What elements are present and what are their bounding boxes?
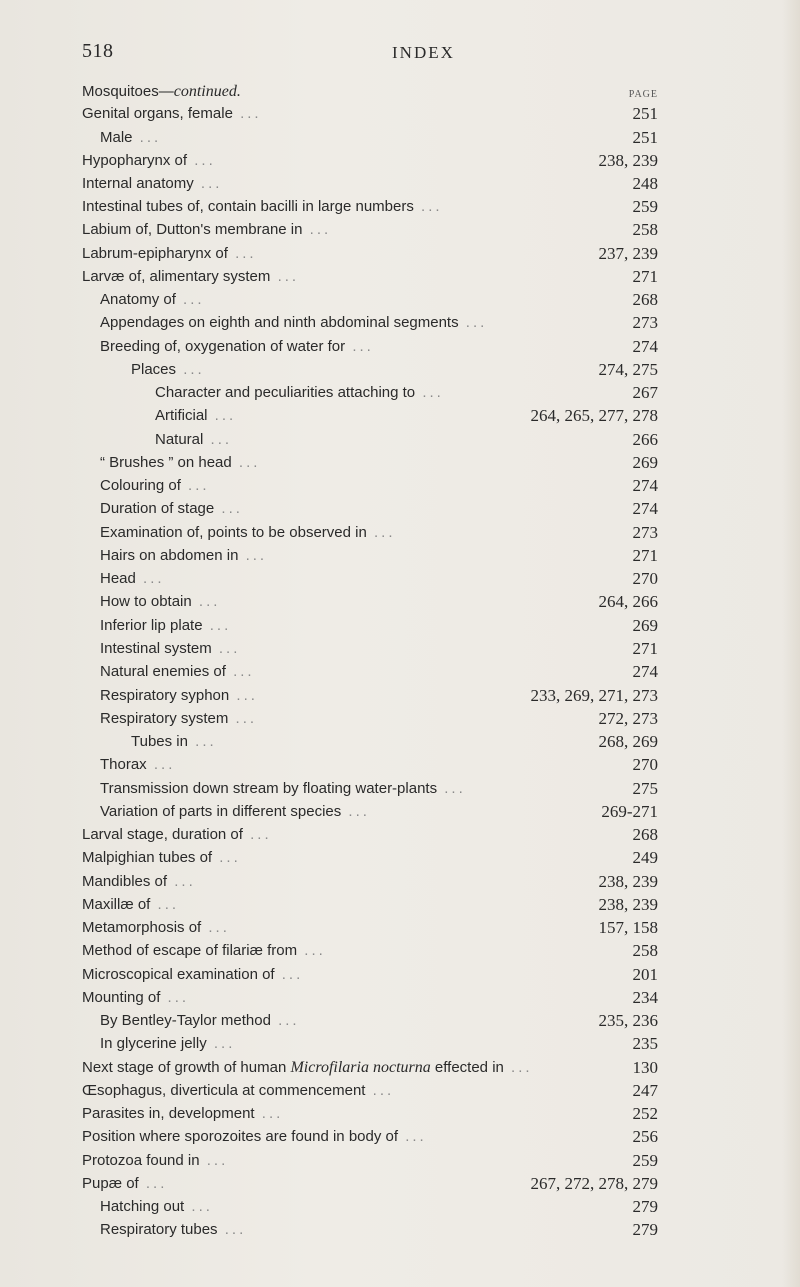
index-entry [0,452,800,474]
leader-dots: ... [150,895,180,913]
leader-dots: ... [199,1151,229,1169]
entry-pages: 233, 269, 271, 273 [530,685,658,705]
leader-dots: ... [341,802,370,820]
index-entry [0,1010,800,1032]
leader-dots: ... [184,1198,213,1215]
index-entry [0,847,800,869]
entry-label: Variation of parts in different species [100,802,342,820]
entry-text [82,1150,228,1172]
entry-text [100,289,205,311]
leader-dots: ... [206,1035,236,1053]
index-entry [0,638,800,660]
entry-label: Breeding of, oxygenation of water for [100,337,346,355]
entry-text [100,661,255,683]
entry-text [82,266,299,288]
entry-pages: 268, 269 [598,732,658,751]
leader-dots: ... [274,965,304,983]
leader-dots: ... [503,1058,533,1076]
entry-label: Natural [155,430,204,448]
entry-label: Internal anatomy [82,175,194,192]
entry-text [82,847,241,869]
entry-label: Thorax [100,756,147,774]
index-entry [0,731,800,753]
entry-pages: 271 [632,266,658,286]
entry-label: Mandibles of [82,872,168,890]
index-entry [0,1150,800,1172]
leader-dots: ... [229,686,258,704]
leader-dots: ... [302,221,332,239]
entry-label: Larval stage, duration of [82,826,243,843]
index-entry [0,289,800,311]
entry-pages: 271 [632,545,658,565]
entry-pages: 237, 239 [598,243,658,263]
index-entry [0,1173,800,1195]
entry-label: Places [131,360,177,378]
entry-label: Intestinal tubes of, contain bacilli in large numbers [82,198,414,216]
leader-dots: ... [254,1105,284,1122]
entry-pages: 251 [632,104,658,124]
index-entry [0,429,800,451]
entry-pages: 275 [632,778,658,798]
leader-dots: ... [175,291,205,309]
entry-pages: 274 [632,662,658,682]
entry-text [82,150,216,172]
entry-label: Next stage of growth of human [82,1058,287,1076]
index-entry [0,219,800,241]
entry-pages: 264, 265, 277, 278 [530,406,658,426]
index-entry [0,103,800,125]
entry-label: In glycerine jelly [100,1035,207,1053]
entry-label: Labrum-epipharynx of [82,244,228,262]
leader-dots: ... [193,175,223,192]
index-entry [0,336,800,358]
index-entry [0,196,800,218]
index-entry [0,522,800,544]
leader-dots: ... [207,407,237,425]
index-entry [0,1103,800,1125]
leader-dots: ... [297,942,326,960]
entry-label: Hypopharynx of [82,151,188,169]
entry-text [155,405,236,427]
entry-pages: 238, 239 [598,871,658,891]
entry-text [82,940,326,962]
entry-text [82,219,331,241]
leader-dots: ... [217,1221,247,1239]
index-entry [0,824,800,846]
index-entry [0,940,800,962]
entry-text [131,359,205,381]
entry-pages: 130 [632,1057,658,1077]
entry-label: Natural enemies of [100,663,226,681]
entry-text [100,591,220,613]
entry-pages: 273 [632,313,658,333]
entry-label: Character and peculiarities attaching to [155,384,416,402]
entry-text [82,243,257,265]
entry-pages: 266 [632,429,658,449]
leader-dots: ... [214,500,243,518]
entry-text [100,638,240,660]
entry-label: Respiratory system [100,709,229,727]
entry-label: Malpighian tubes of [82,849,213,867]
entry-pages: 268 [632,290,658,310]
leader-dots: ... [398,1128,427,1146]
entry-pages: 274 [632,336,658,356]
entry-pages: 247 [632,1080,658,1100]
entry-italic: Microfilaria nocturna [290,1058,431,1076]
leader-dots: ... [366,523,396,541]
entry-text [82,1057,533,1079]
entry-pages: 235 [632,1034,658,1054]
index-entry [0,405,800,427]
index-entry [0,266,800,288]
index-entry [0,498,800,520]
leader-dots: ... [227,244,257,262]
leader-dots: ... [345,337,374,355]
entry-text [100,708,257,730]
entry-text [100,685,258,707]
entry-label: Examination of, points to be observed in [100,523,367,541]
index-entry [0,917,800,939]
entry-pages: 279 [632,1220,658,1240]
page-column-label: PAGE [628,89,658,100]
index-entry [0,708,800,730]
entry-text [82,196,443,218]
entry-pages: 270 [632,569,658,589]
entry-text [100,475,210,497]
entry-label: Labium of, Dutton's membrane in [82,221,303,239]
entry-pages: 269-271 [601,801,658,821]
leader-dots: ... [212,849,241,867]
entry-pages: 273 [632,522,658,542]
index-entry [0,1196,800,1218]
entry-text [100,801,370,823]
index-entry [0,894,800,916]
leader-dots: ... [176,360,205,378]
entry-label: Hatching out [100,1198,185,1215]
index-entry [0,987,800,1009]
leader-dots: ... [146,756,176,774]
index-entry [0,661,800,683]
entry-pages: 269 [632,452,658,472]
index-entry [0,1033,800,1055]
entry-label: Duration of stage [100,500,215,518]
entry-text [82,1173,167,1195]
entry-label: Hairs on abdomen in [100,546,239,564]
index-heading: Mosquitoes—continued. [82,83,241,100]
index-entry [0,127,800,149]
leader-dots: ... [225,663,255,681]
entry-text [82,173,222,195]
index-entry [0,475,800,497]
index-entry [0,964,800,986]
entry-text [82,1080,394,1102]
entry-text [100,568,165,590]
entry-text [100,452,260,474]
entry-pages: 256 [632,1127,658,1147]
entry-text [100,522,396,544]
index-entry [0,243,800,265]
index-entry [0,1080,800,1102]
index-entry [0,1126,800,1148]
leader-dots: ... [180,477,210,495]
entry-pages: 269 [632,615,658,635]
entry-text [82,824,272,846]
entry-pages: 258 [632,220,658,240]
entry-label: Anatomy of [100,291,176,309]
entry-pages: 251 [632,127,658,147]
index-entry [0,778,800,800]
leader-dots: ... [160,988,190,1006]
leader-dots: ... [458,314,488,332]
entry-label: Transmission down stream by floating water-plants [100,779,438,797]
entry-text [100,1010,300,1032]
entry-pages: 270 [632,755,658,775]
entry-text [82,1126,427,1148]
page-edge-shadow [782,0,800,1287]
entry-label: Œsophagus, diverticula at commencement [82,1081,366,1099]
entry-text [82,1103,283,1125]
entry-pages: 252 [632,1104,658,1123]
entry-text [100,498,243,520]
entry-label: Protozoa found in [82,1151,200,1169]
index-entry [0,591,800,613]
entry-label: By Bentley-Taylor method [100,1012,271,1029]
entry-label: Head [100,570,136,588]
index-entry [0,150,800,172]
entry-text [82,103,262,125]
entry-label-after: effected in [434,1058,504,1076]
entry-pages: 267 [632,383,658,403]
entry-pages: 249 [632,848,658,868]
entry-pages: 234 [632,987,658,1007]
entry-pages: 272, 273 [598,708,658,728]
entry-text [100,312,487,334]
entry-label: Genital organs, female [82,105,233,123]
entry-text [100,336,374,358]
entry-text [100,754,175,776]
index-entry [0,615,800,637]
entry-text [82,917,230,939]
entry-label: Inferior lip plate [100,616,203,634]
index-entry [0,801,800,823]
entry-pages: 271 [632,639,658,658]
entry-label: Male [100,128,133,146]
leader-dots: ... [138,1174,168,1192]
leader-dots: ... [437,779,466,797]
entry-text [100,127,161,149]
entry-pages: 264, 266 [598,592,658,612]
entry-label: Position where sporozoites are found in body of [82,1128,399,1146]
entry-pages: 259 [632,1150,658,1170]
entry-text [155,429,232,451]
entry-pages: 238, 239 [598,150,658,170]
entry-text [131,731,217,753]
leader-dots: ... [413,198,443,216]
leader-dots: ... [231,453,261,471]
entry-text [100,1196,213,1218]
entry-label: Respiratory tubes [100,1221,218,1239]
entry-pages: 279 [632,1197,658,1216]
entry-label: Microscopical examination of [82,965,275,983]
leader-dots: ... [365,1081,395,1099]
entry-text [82,871,196,893]
entry-text [100,1219,246,1241]
entry-label: Mounting of [82,988,161,1006]
entry-text [100,778,466,800]
leader-dots: ... [187,733,217,750]
leader-dots: ... [228,709,258,727]
page-number: 518 [82,40,114,62]
entry-pages: 258 [632,941,658,961]
running-head: INDEX [392,43,455,62]
leader-dots: ... [191,593,221,611]
entry-pages: 274 [632,499,658,519]
entry-label: How to obtain [100,593,192,611]
leader-dots: ... [238,546,268,564]
index-heading-row [0,81,800,103]
entry-pages: 274, 275 [598,359,658,379]
leader-dots: ... [270,267,300,285]
index-entry [0,754,800,776]
entry-label: Respiratory syphon [100,686,230,704]
entry-pages: 268 [632,825,658,844]
leader-dots: ... [202,616,232,634]
entry-pages: 259 [632,197,658,217]
entry-text [155,382,444,404]
entry-label: Artificial [155,407,208,425]
index-entry [0,1057,800,1079]
index-entry [0,1219,800,1241]
entry-label: Method of escape of filariæ from [82,942,298,960]
index-entry [0,382,800,404]
index-entry [0,545,800,567]
entry-label: Larvæ of, alimentary system [82,267,271,285]
entry-text [82,894,179,916]
leader-dots: ... [270,1012,300,1029]
entry-pages: 235, 236 [598,1011,658,1030]
index-entry [0,871,800,893]
leader-dots: ... [242,826,272,843]
leader-dots: ... [203,430,233,448]
entry-text [100,1033,235,1055]
page-header [82,40,682,70]
entry-pages: 157, 158 [598,918,658,937]
entry-label: Maxillæ of [82,895,151,913]
index-entry [0,685,800,707]
index-entry [0,312,800,334]
leader-dots: ... [415,384,444,402]
entry-label: Metamorphosis of [82,919,202,936]
entry-label: Colouring of [100,477,181,495]
leader-dots: ... [201,919,230,936]
entry-pages: 248 [632,174,658,193]
index-entry [0,568,800,590]
entry-pages: 267, 272, 278, 279 [530,1173,658,1193]
leader-dots: ... [132,128,162,146]
entry-label: Appendages on eighth and ninth abdominal segments [100,314,459,332]
entry-text [82,964,303,986]
entry-pages: 274 [632,476,658,496]
leader-dots: ... [232,105,262,123]
index-entry [0,173,800,195]
leader-dots: ... [135,570,165,588]
leader-dots: ... [211,640,241,657]
entry-pages: 201 [632,964,658,984]
leader-dots: ... [187,151,216,169]
index-entry [0,359,800,381]
entry-text [100,545,267,567]
entry-text [100,615,231,637]
entry-label: Parasites in, development [82,1105,255,1122]
leader-dots: ... [167,872,196,890]
entry-label: “ Brushes ” on head [100,453,232,471]
entry-pages: 238, 239 [598,894,658,914]
entry-text [82,987,189,1009]
entry-label: Intestinal system [100,640,212,657]
entry-label: Tubes in [131,733,188,750]
entry-label: Pupæ of [82,1174,139,1192]
